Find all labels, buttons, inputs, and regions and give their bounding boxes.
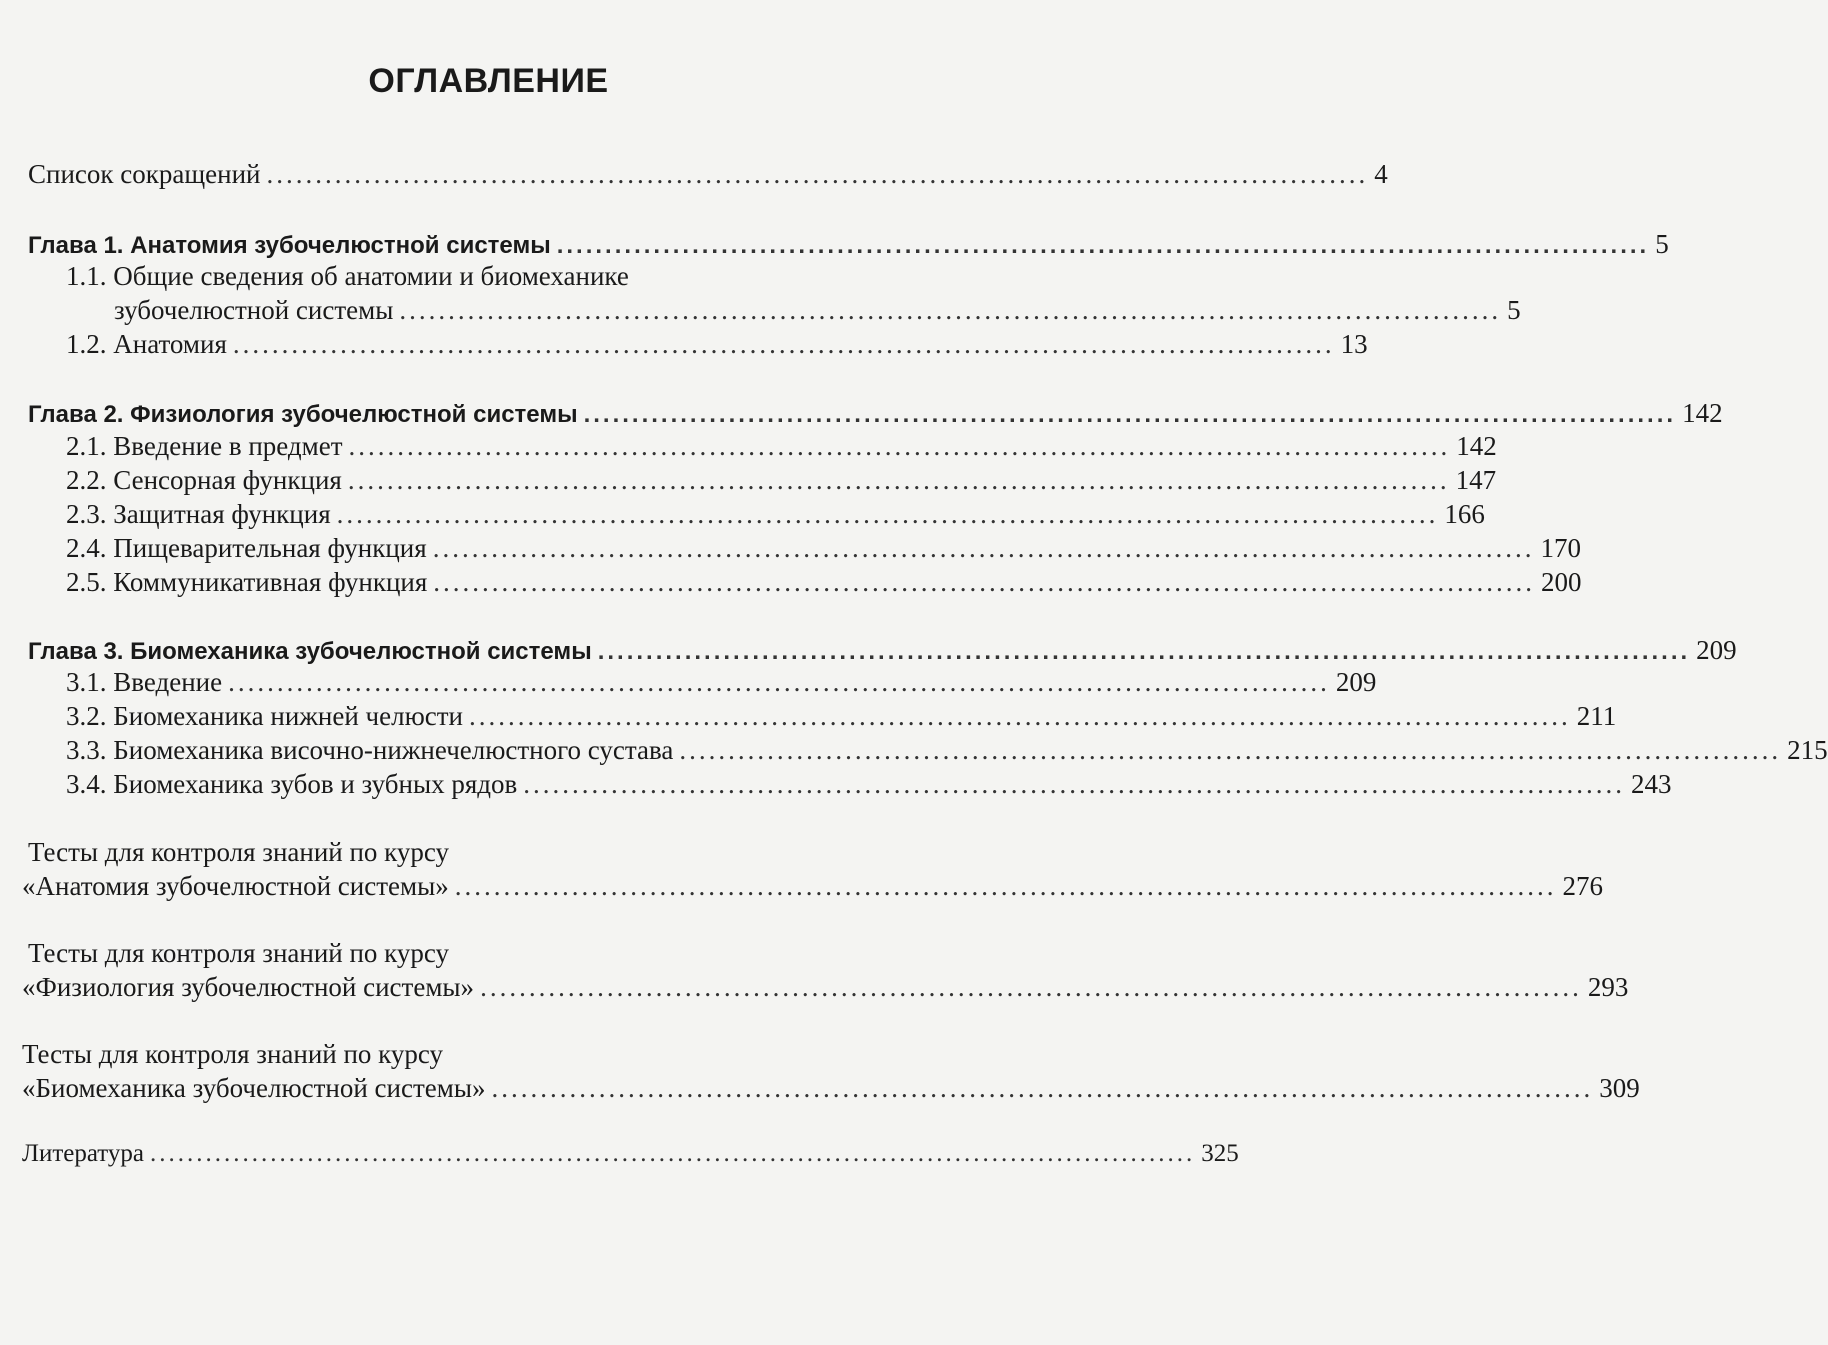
toc-entry-tests-physiology bbox=[0, 970, 1629, 1004]
toc-page-number: 13 bbox=[1340, 329, 1368, 359]
toc-page-number: 325 bbox=[1201, 1140, 1239, 1167]
toc-label: 2.5. Коммуникативная функция bbox=[66, 567, 428, 597]
toc-entry-2-3 bbox=[0, 497, 1485, 531]
dot-leader: ................................................................................................................. bbox=[399, 295, 1502, 325]
dot-leader: ................................................................................................................. bbox=[433, 567, 1536, 597]
dot-leader: ................................................................................................................. bbox=[523, 769, 1626, 799]
toc-label: 2.1. Введение в предмет bbox=[66, 431, 343, 461]
toc-label: 3.1. Введение bbox=[66, 667, 223, 697]
dot-leader: ................................................................................................................. bbox=[266, 159, 1369, 189]
toc-label: «Биомеханика зубочелюстной системы» bbox=[22, 1073, 486, 1103]
toc-entry-chapter-1 bbox=[0, 227, 1669, 261]
toc-page-number: 209 bbox=[1696, 635, 1737, 665]
toc-entry-3-4 bbox=[0, 767, 1672, 801]
dot-leader: ................................................................................................................. bbox=[480, 972, 1582, 1002]
toc-entry-tests-biomechanics bbox=[0, 1071, 1640, 1105]
toc-label: 2.4. Пищеварительная функция bbox=[66, 533, 427, 563]
toc-page-number: 211 bbox=[1576, 701, 1617, 731]
dot-leader: ................................................................................................................. bbox=[232, 329, 1335, 359]
toc-entry-3-2 bbox=[0, 699, 1617, 733]
dot-leader: ................................................................................................................. bbox=[432, 533, 1535, 563]
toc-label: Литература bbox=[22, 1140, 144, 1167]
toc-label: Глава 2. Физиология зубочелюстной системы bbox=[28, 401, 578, 428]
toc-label-line1: Тесты для контроля знаний по курсу bbox=[22, 1039, 444, 1069]
dot-leader: ................................................................................................................. bbox=[347, 465, 1450, 495]
toc-label: 2.3. Защитная функция bbox=[66, 499, 331, 529]
dot-leader: ................................................................................................................. bbox=[228, 667, 1330, 697]
toc-page-number: 309 bbox=[1599, 1073, 1640, 1103]
toc-entry-1-1 bbox=[0, 293, 1521, 327]
dot-leader: ................................................................................................................. bbox=[597, 638, 1691, 665]
toc-label-line1: Тесты для контроля знаний по курсу bbox=[28, 837, 450, 867]
toc-entry-3-3 bbox=[0, 733, 1828, 767]
toc-label: «Анатомия зубочелюстной системы» bbox=[22, 871, 449, 901]
toc-entry-abbreviations bbox=[0, 157, 1388, 191]
toc-entry-3-1 bbox=[0, 665, 1377, 699]
toc-label: Список сокращений bbox=[28, 159, 261, 189]
dot-leader: ................................................................................................................. bbox=[454, 871, 1557, 901]
toc-entry-chapter-3 bbox=[0, 633, 1737, 667]
toc-label: 3.3. Биомеханика височно-нижнечелюстного сустава bbox=[66, 735, 674, 765]
toc-label: Глава 1. Анатомия зубочелюстной системы bbox=[28, 232, 551, 259]
toc-page-number: 209 bbox=[1335, 667, 1377, 697]
toc-label-line1: Тесты для контроля знаний по курсу bbox=[28, 938, 450, 968]
toc-page-number: 243 bbox=[1631, 769, 1672, 799]
toc-label: 2.2. Сенсорная функция bbox=[66, 465, 342, 495]
dot-leader: ................................................................................................................. bbox=[348, 431, 1451, 461]
dot-leader: ................................................................................................................. bbox=[336, 499, 1439, 529]
dot-leader: ................................................................................................................. bbox=[583, 401, 1677, 428]
toc-label-line1: 1.1. Общие сведения об анатомии и биомеханике bbox=[66, 261, 629, 291]
toc-page-number: 200 bbox=[1541, 567, 1582, 597]
toc-page-number: 5 bbox=[1655, 229, 1669, 259]
toc-label: зубочелюстной системы bbox=[114, 295, 394, 325]
dot-leader: ................................................................................................................. bbox=[150, 1140, 1196, 1167]
page-title: ОГЛАВЛЕНИЕ bbox=[368, 62, 609, 100]
dot-leader: ................................................................................................................. bbox=[491, 1073, 1594, 1103]
dot-leader: ................................................................................................................. bbox=[556, 232, 1650, 259]
toc-page-number: 5 bbox=[1507, 295, 1521, 325]
toc-page-number: 142 bbox=[1456, 431, 1497, 461]
toc-entry-2-4 bbox=[0, 531, 1581, 565]
toc-entry-2-1 bbox=[0, 429, 1497, 463]
toc-entry-tests-anatomy bbox=[0, 869, 1603, 903]
toc-page-number: 142 bbox=[1682, 398, 1723, 428]
toc-label: Глава 3. Биомеханика зубочелюстной системы bbox=[28, 638, 592, 665]
toc-page-number: 215 bbox=[1787, 735, 1828, 765]
dot-leader: ................................................................................................................. bbox=[679, 735, 1782, 765]
toc-page-number: 166 bbox=[1444, 499, 1485, 529]
toc-label: 1.2. Анатомия bbox=[66, 329, 227, 359]
toc-entry-literature bbox=[0, 1137, 1239, 1171]
toc-entry-2-5 bbox=[0, 565, 1582, 599]
toc-page-number: 276 bbox=[1562, 871, 1603, 901]
toc-label: «Физиология зубочелюстной системы» bbox=[22, 972, 475, 1002]
toc-entry-2-2 bbox=[0, 463, 1497, 497]
toc-page-number: 170 bbox=[1540, 533, 1581, 563]
toc-page-number: 293 bbox=[1587, 972, 1629, 1002]
toc-page-number: 4 bbox=[1374, 159, 1388, 189]
toc-label: 3.2. Биомеханика нижней челюсти bbox=[66, 701, 463, 731]
toc-entry-1-2 bbox=[0, 327, 1368, 361]
dot-leader: ................................................................................................................. bbox=[469, 701, 1571, 731]
toc-page-number: 147 bbox=[1455, 465, 1497, 495]
toc-label: 3.4. Биомеханика зубов и зубных рядов bbox=[66, 769, 518, 799]
toc-entry-chapter-2 bbox=[0, 396, 1723, 430]
